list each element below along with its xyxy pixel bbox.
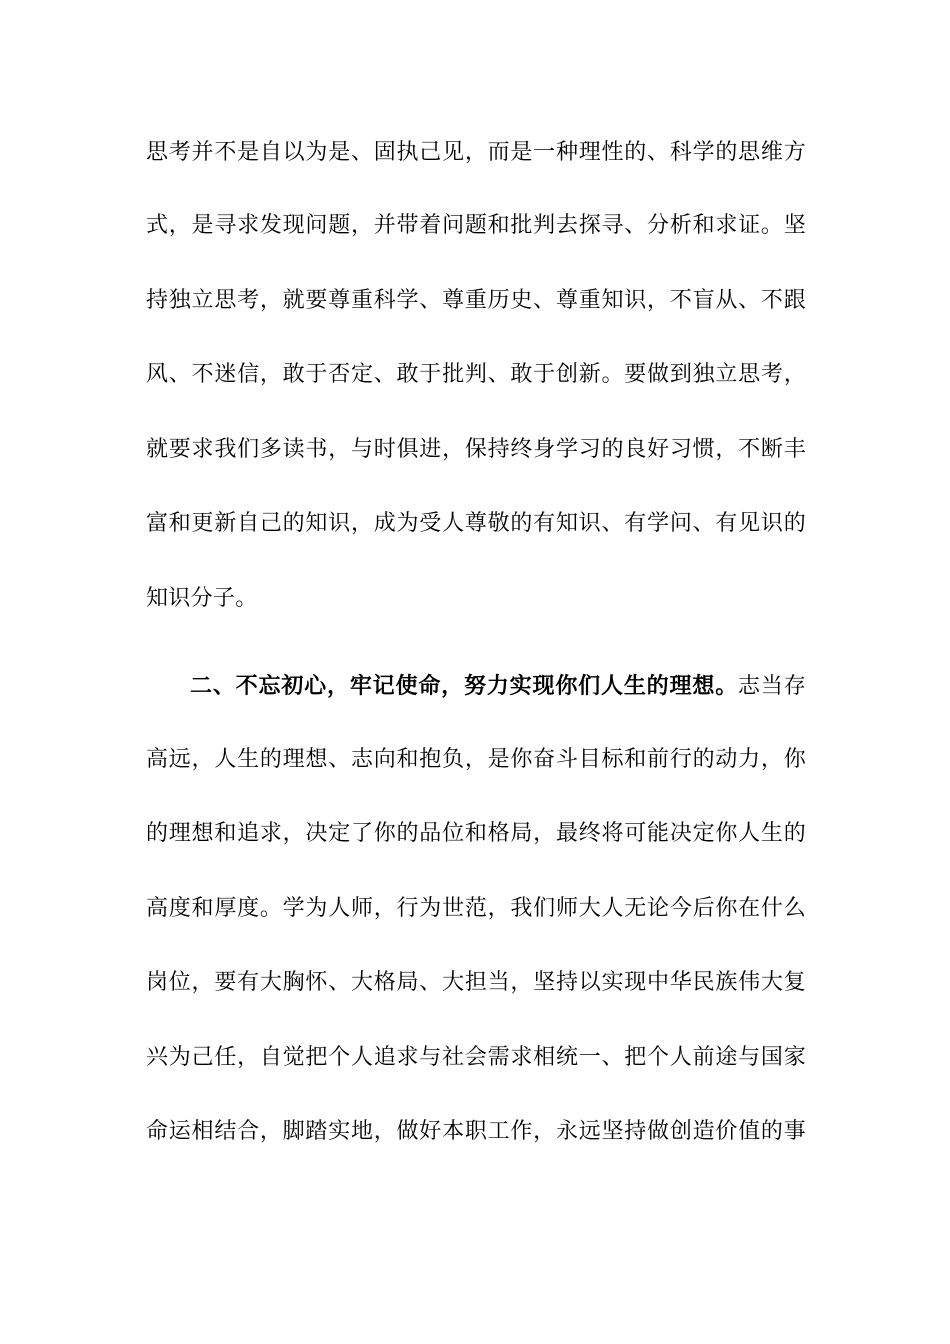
text-line: 兴为己任，自觉把个人追求与社会需求相统一、把个人前途与国家 (146, 1045, 806, 1070)
text-line: 就要求我们多读书，与时俱进，保持终身学习的良好习惯，不断丰 (146, 437, 806, 462)
text-line: 命运相结合，脚踏实地，做好本职工作，永远坚持做创造价值的事 (146, 1119, 806, 1144)
text-line: 持独立思考，就要尊重科学、尊重历史、尊重知识，不盲从、不跟 (146, 288, 806, 313)
text-line: 思考并不是自以为是、固执己见，而是一种理性的、科学的思维方 (146, 140, 806, 165)
text-line: 知识分子。 (146, 586, 258, 611)
section-heading: 二、不忘初心，牢记使命，努力实现你们人生的理想。 (190, 673, 739, 699)
text-line: 风、不迷信，敢于否定、敢于批判、敢于创新。要做到独立思考， (146, 362, 806, 387)
text-line: 式，是寻求发现问题，并带着问题和批判去探寻、分析和求证。坚 (146, 213, 806, 238)
heading-line-continuation: 志当存 (738, 674, 807, 699)
text-line: 高度和厚度。学为人师，行为世范，我们师大人无论今后你在什么 (146, 896, 806, 921)
text-line: 岗位，要有大胸怀、大格局、大担当，坚持以实现中华民族伟大复 (146, 970, 806, 995)
text-line: 高远，人生的理想、志向和抱负，是你奋斗目标和前行的动力，你 (146, 747, 806, 772)
text-line: 富和更新自己的知识，成为受人尊敬的有知识、有学问、有见识的 (146, 511, 806, 536)
text-line: 的理想和追求，决定了你的品位和格局，最终将可能决定你人生的 (146, 821, 806, 846)
section-heading-line (190, 671, 806, 701)
